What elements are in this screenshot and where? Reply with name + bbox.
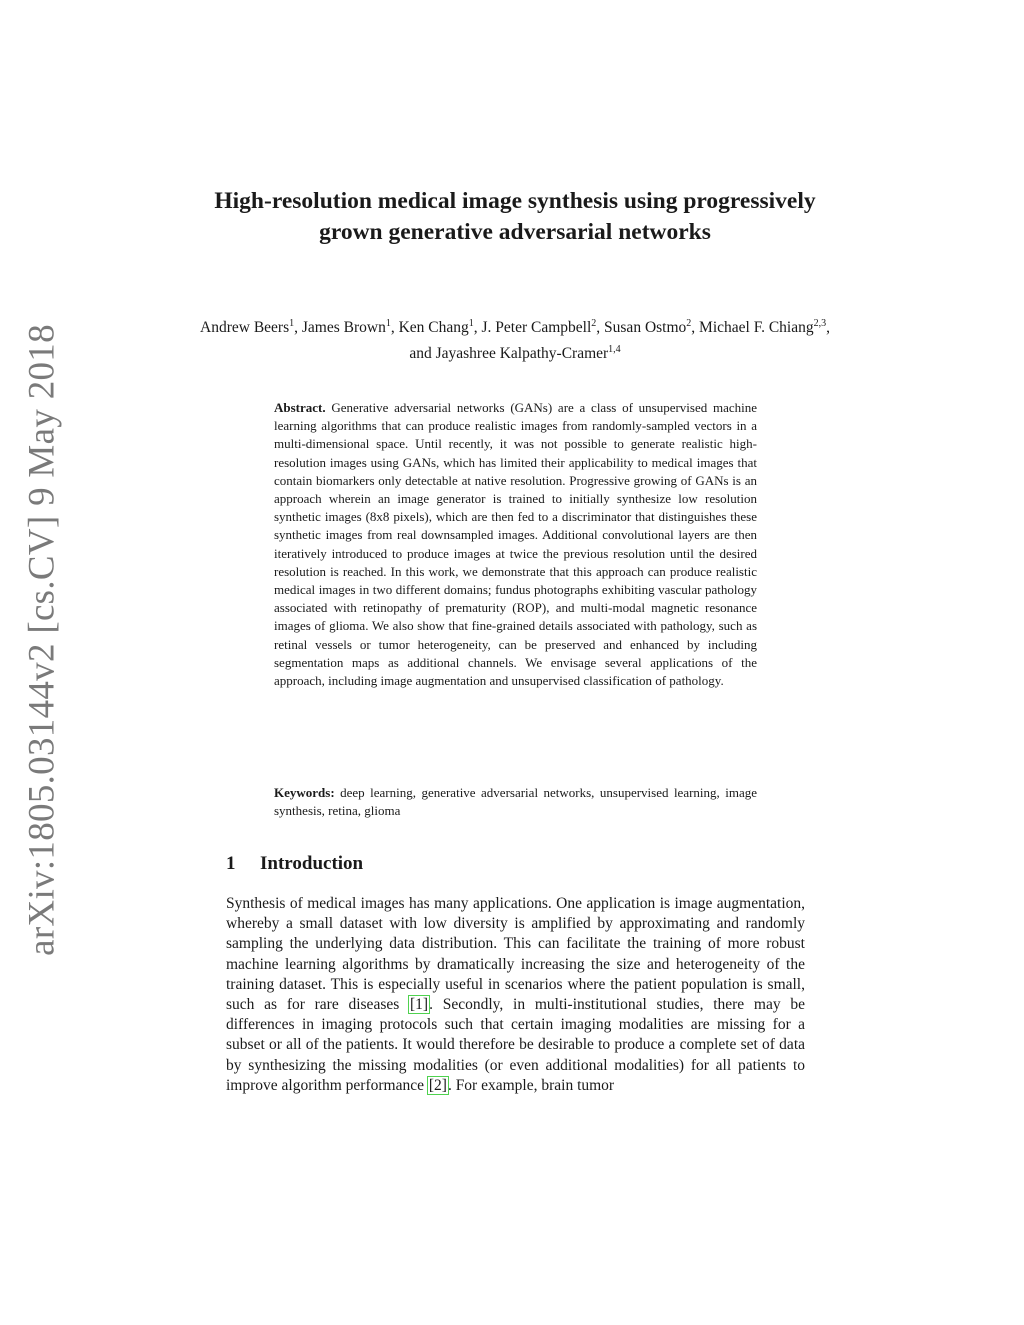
keywords-text: deep learning, generative adversarial networks, unsupervised learning, image synthesis, retina, glioma [274,785,758,819]
intro-text: Synthesis of medical images has many applications. One application is image augmentation, whereby a small dataset with low diversity is amplified by approximating and randomly sampling the underlying data distribution. This can facilitate the training of more robust machine learning algorithms by dramatically increasing the size and heterogeneity of the training dataset. This is especially useful in scenarios where the patient population is small, such as for rare diseases [226,895,805,1014]
author-affiliation: 1 [385,318,391,329]
citation-link[interactable]: [1] [410,996,429,1014]
author-name: Susan Ostmo [604,319,687,337]
abstract [274,399,757,690]
keywords-label: Keywords: [274,785,335,800]
author-list: Andrew Beers$^1$, James Brown$^1$, Ken Chang$^1$, J. Peter Campbell$^2$, Susan Ostmo$^2$, Michael F. Chiang$^{2,3}$, and Jayashree Kalpathy-Cramer$^{1,4}$ [200,318,830,363]
author-affiliation: 1 [289,318,295,329]
author-affiliation: 2 [591,318,597,329]
keywords [274,784,757,820]
arxiv-sidebar [14,324,70,956]
author-affiliation: 1,4 [608,344,621,356]
author-name: Ken Chang [398,319,469,337]
author-name: Andrew Beers [200,319,290,337]
abstract-label: Abstract. [274,400,326,415]
author-affiliation: 2 [686,318,692,329]
section-number: 1 [226,853,236,874]
introduction-paragraph [226,894,805,1096]
section-heading-introduction [226,851,363,877]
author-conjunction: and [409,345,432,363]
section-title: Introduction [260,853,364,874]
citation-link[interactable]: [2] [428,1076,447,1094]
author-name: Michael F. Chiang [699,319,814,337]
arxiv-identifier: arXiv:1805.03144v2 [cs.CV] 9 May 2018 [21,324,63,956]
intro-text: . Secondly, in multi-institutional studies, there may be differences in imaging protocols such that certain imaging modalities are missing for a subset or all of the patients. It would therefore be desirable to produce a complete set of data by synthesizing the missing modalities (or even additional modalities) for all patients to improve algorithm performance [226,996,805,1094]
author-name: J. Peter Campbell [481,319,592,337]
abstract-text: Generative adversarial networks (GANs) are a class of unsupervised machine learning algorithms that can produce realistic images from randomly-sampled vectors in a multi-dimensional space. Until recently, it was not possible to generate realistic high-resolution images using GANs, which has limited their applicability to medical images that contain biomarkers only detectable at native resolution. Progressive growing of GANs is an approach wherein an image generator is trained to initially synthesize low resolution synthetic images (8x8 pixels), which are then fed to a discriminator that distinguishes these synthetic images from real downsampled images. Additional convolutional layers are then iteratively introduced to produce images at twice the previous resolution until the desired resolution is reached. In this work, we demonstrate that this approach can produce realistic medical images in two different domains; fundus photographs exhibiting vascular pathology associated with retinopathy of prematurity (ROP), and multi-modal magnetic resonance images of glioma. We also show that fine-grained details associated with pathology, such as retinal vessels or tumor heterogeneity, can be preserved and enhanced by including segmentation maps as additional channels. We envisage several applications of the approach, including image augmentation and unsupervised classification of pathology. [274,400,758,689]
paper-title: High-resolution medical image synthesis using progressively grown generative adversarial networks [214,188,816,245]
author-affiliation: 2,3 [813,318,827,329]
intro-text: . For example, brain tumor [447,1076,615,1094]
author-name: James Brown [301,319,386,337]
author-affiliation: 1 [468,318,474,329]
author-name: Jayashree Kalpathy-Cramer [435,345,609,363]
